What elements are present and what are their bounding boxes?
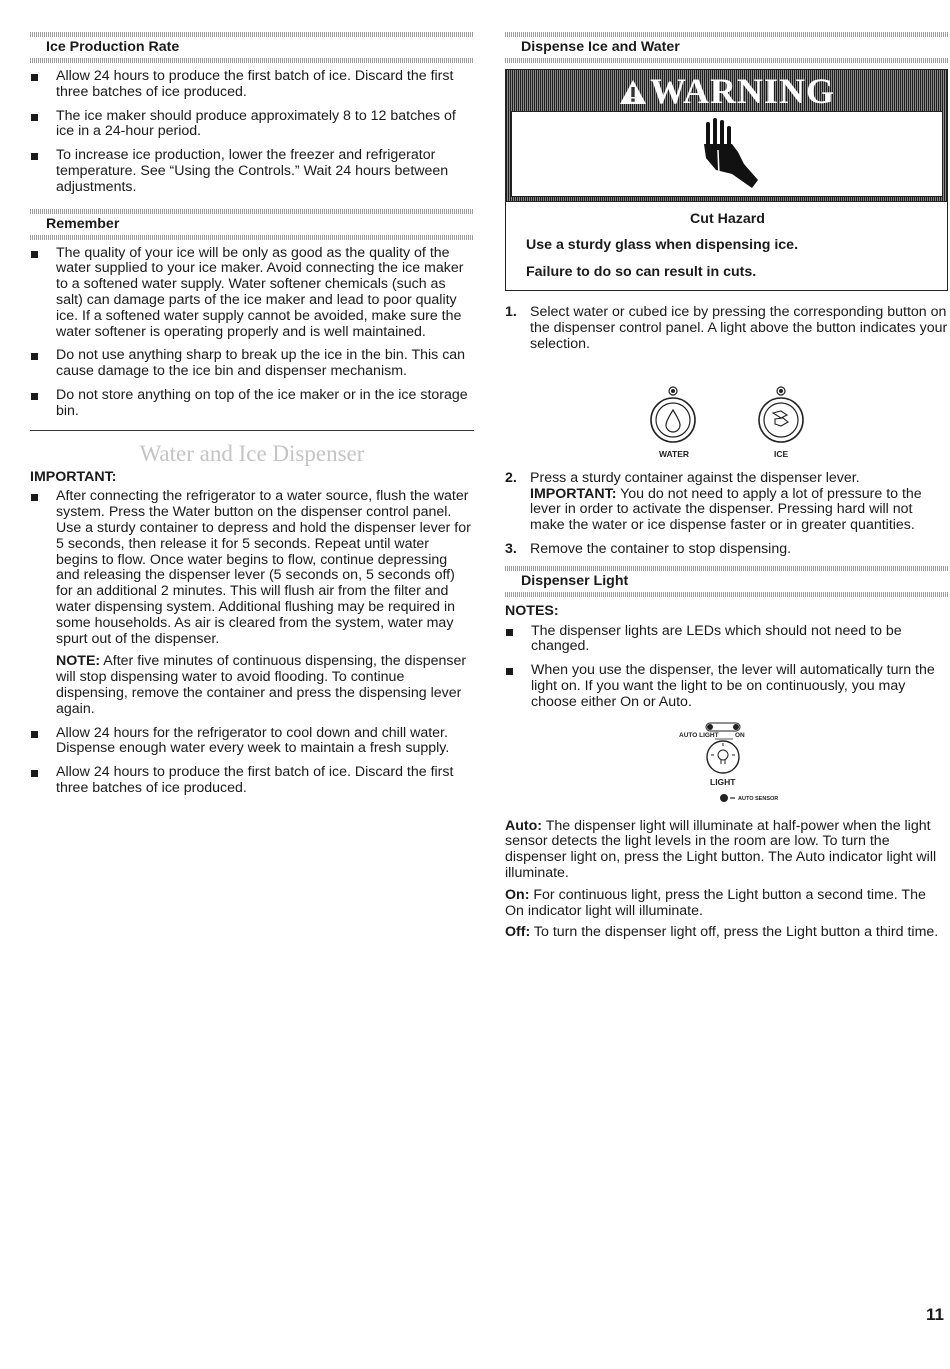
section-divider (30, 58, 474, 63)
remember-heading: Remember (46, 215, 120, 232)
list-item: The dispenser lights are LEDs which should not need to be changed. (505, 624, 948, 656)
section-divider (505, 592, 948, 597)
on-indicator-label: ON (735, 731, 745, 739)
page-number: 11 (926, 1305, 944, 1324)
step-2: 2. Press a sturdy container against the dispenser lever. IMPORTANT: You do not need to apply a lot of pressure to the lever in order to activate the dispenser. Pressing hard will not make the water or ice dispense faster or in greater quantities. (505, 469, 922, 534)
warning-header (506, 70, 947, 201)
cut-hand-icon (692, 116, 762, 192)
warning-text: WARNING (649, 71, 835, 112)
note-label: NOTE: (56, 653, 101, 670)
section-divider (30, 235, 474, 240)
on-description: On: For continuous light, press the Light button a second time. The On indicator light will illuminate. (505, 886, 926, 919)
dispenser-light-heading: Dispenser Light (521, 572, 629, 589)
dispense-steps (505, 305, 948, 352)
warning-line-2: Failure to do so can result in cuts. (526, 263, 757, 280)
section-divider (505, 58, 948, 63)
list-item: Do not store anything on top of the ice maker or in the ice storage bin. (30, 388, 474, 420)
list-item: After connecting the refrigerator to a water source, flush the water system. Press the Water button on the dispenser control panel. Use a sturdy container to depress and hold the dispenser lever for 5 seconds, then release it for 5 seconds. Repeat until water begins to flow. Once water begins to flow, continue depressing and releasing the dispenser lever (5 seconds on, 5 seconds off) for an additional 2 minutes. This will flush air from the filter and water dispensing system. Additional flushing may be required in some households. As air is cleared from the system, water may spurt out of the dispenser. NOTE: After five minutes of continuous dispensing, the dispenser will stop dispensing water to avoid flooding. To continue dispensing, remove the container and press the dispensing lever again. (30, 489, 474, 717)
dispenser-light-notes (505, 624, 948, 711)
warning-message (506, 201, 947, 290)
list-item: When you use the dispenser, the lever will automatically turn the light on. If you want the light to be on continuously, you may choose either On or Auto. (505, 663, 948, 710)
warning-triangle-icon (618, 78, 648, 106)
auto-light-label: AUTO LIGHT (679, 731, 719, 739)
light-button-label: LIGHT (710, 776, 736, 787)
hazard-title: Cut Hazard (690, 211, 765, 227)
step-1: 1. Select water or cubed ice by pressing the corresponding button on the dispenser control panel. A light above the button indicates your selection. (505, 304, 948, 352)
ice-production-rate-heading: Ice Production Rate (46, 39, 180, 55)
section-rule (30, 430, 474, 431)
dispense-steps-continued (505, 471, 948, 558)
warning-box (505, 69, 948, 291)
light-button-graphic (505, 719, 948, 811)
list-item: Allow 24 hours to produce the first batch of ice. Discard the first three batches of ice produced. (30, 765, 474, 797)
dispenser-important-list (30, 489, 474, 796)
left-column (30, 0, 474, 805)
hazard-icon-box (511, 111, 943, 197)
list-item: Do not use anything sharp to break up the ice in the bin. This can cause damage to the ice bin and dispenser mechanism. (30, 348, 474, 380)
ice-production-rate-list (30, 69, 474, 196)
control-panel-diagram (505, 361, 948, 471)
auto-description: Auto: The dispenser light will illuminate at half-power when the light sensor detects the light levels in the room are low. To turn the dispenser light on, press the Light button. The Auto indicator light will illuminate. (505, 817, 937, 881)
ice-button-label: ICE (774, 448, 789, 459)
dispense-ice-water-heading: Dispense Ice and Water (521, 39, 680, 55)
list-item: Allow 24 hours to produce the first batch of ice. Discard the first three batches of ice produced. (30, 69, 474, 101)
step-3: 3. Remove the container to stop dispensing. (505, 540, 792, 557)
list-item: The ice maker should produce approximately 8 to 12 batches of ice in a 24-hour period. (30, 109, 474, 141)
important-label: IMPORTANT: (30, 468, 117, 485)
warning-banner (506, 70, 947, 114)
list-item: The quality of your ice will be only as good as the quality of the water supplied to your ice maker. Avoid connecting the ice maker to a softened water supply. Water softener chemicals (such as salt) can damage parts of the ice maker and lead to poor quality ice. If a softened water supply cannot be avoided, make sure the water softener is operating properly and is well maintained. (30, 246, 474, 341)
water-ice-dispenser-title: Water and Ice Dispenser (139, 440, 365, 466)
important-label: IMPORTANT: (530, 485, 617, 502)
light-button-diagram (505, 719, 948, 811)
notes-label: NOTES: (505, 602, 559, 619)
water-ice-buttons-diagram (505, 361, 948, 461)
water-button-label: WATER (659, 448, 690, 459)
right-column (505, 0, 948, 947)
remember-list (30, 246, 474, 420)
auto-sensor-label: AUTO SENSOR (738, 795, 779, 802)
off-description: Off: To turn the dispenser light off, press the Light button a third time. (505, 924, 939, 941)
list-item: Allow 24 hours for the refrigerator to cool down and chill water. Dispense enough water every week to maintain a fresh supply. (30, 726, 474, 758)
list-item: To increase ice production, lower the freezer and refrigerator temperature. See “Using the Controls.” Wait 24 hours between adjustments. (30, 148, 474, 195)
warning-line-1: Use a sturdy glass when dispensing ice. (526, 236, 799, 253)
